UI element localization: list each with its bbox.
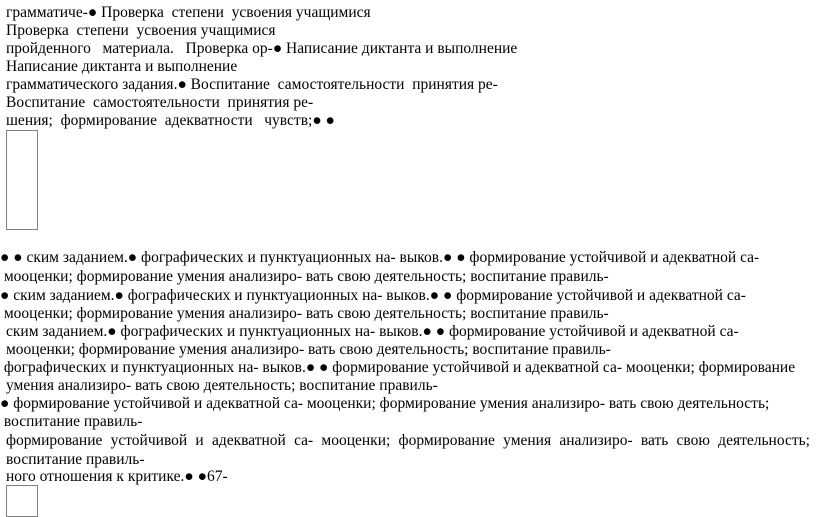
empty-box [6, 485, 38, 517]
text-line: грамматического задания.● Воспитание самостоятельности принятия ре- [6, 76, 498, 93]
empty-box [6, 130, 38, 230]
text-line: воспитание правиль- [6, 451, 145, 468]
text-line: фографических и пунктуационных на- выков.● ● формирование устойчивой и адекватной са- мооценки; формирование [0, 359, 796, 376]
text-line: Написание диктанта и выполнение [6, 58, 238, 75]
text-line: Воспитание самостоятельности принятия ре- [6, 94, 314, 111]
text-line: мооценки; формирование умения анализиро- вать свою деятельность; воспитание правиль- [0, 305, 609, 322]
text-line: ного отношения к критике.● ●67- [6, 468, 228, 485]
text-line: умения анализиро- вать свою деятельность; воспитание правиль- [6, 377, 438, 394]
text-line: формирование устойчивой и адекватной са- мооценки; формирование умения анализиро- вать свою деятельность; [6, 432, 810, 449]
text-line: пройденного материала. Проверка ор-● Написание диктанта и выполнение [6, 40, 518, 57]
text-line: мооценки; формирование умения анализиро- вать свою деятельность; воспитание правиль- [0, 268, 609, 285]
text-line: грамматиче-● Проверка степени усвоения учащимися [6, 4, 371, 21]
text-line: ● ским заданием.● фографических и пунктуационных на- выков.● ● формирование устойчивой и адекватной са- [0, 287, 746, 304]
text-line: ским заданием.● фографических и пунктуационных на- выков.● ● формирование устойчивой и адекватной са- [6, 323, 739, 340]
text-line: шения; формирование адекватности чувств;● ● [6, 112, 335, 129]
text-line: ● ● ским заданием.● фографических и пунктуационных на- выков.● ● формирование устойчивой и адекватной са- [0, 249, 760, 266]
text-line: мооценки; формирование умения анализиро- вать свою деятельность; воспитание правиль- [6, 341, 611, 358]
text-line: воспитание правиль- [0, 413, 143, 430]
text-line: ● формирование устойчивой и адекватной са- мооценки; формирование умения анализиро- вать свою деятельность; [0, 395, 770, 412]
text-line: Проверка степени усвоения учащимися [6, 22, 276, 39]
